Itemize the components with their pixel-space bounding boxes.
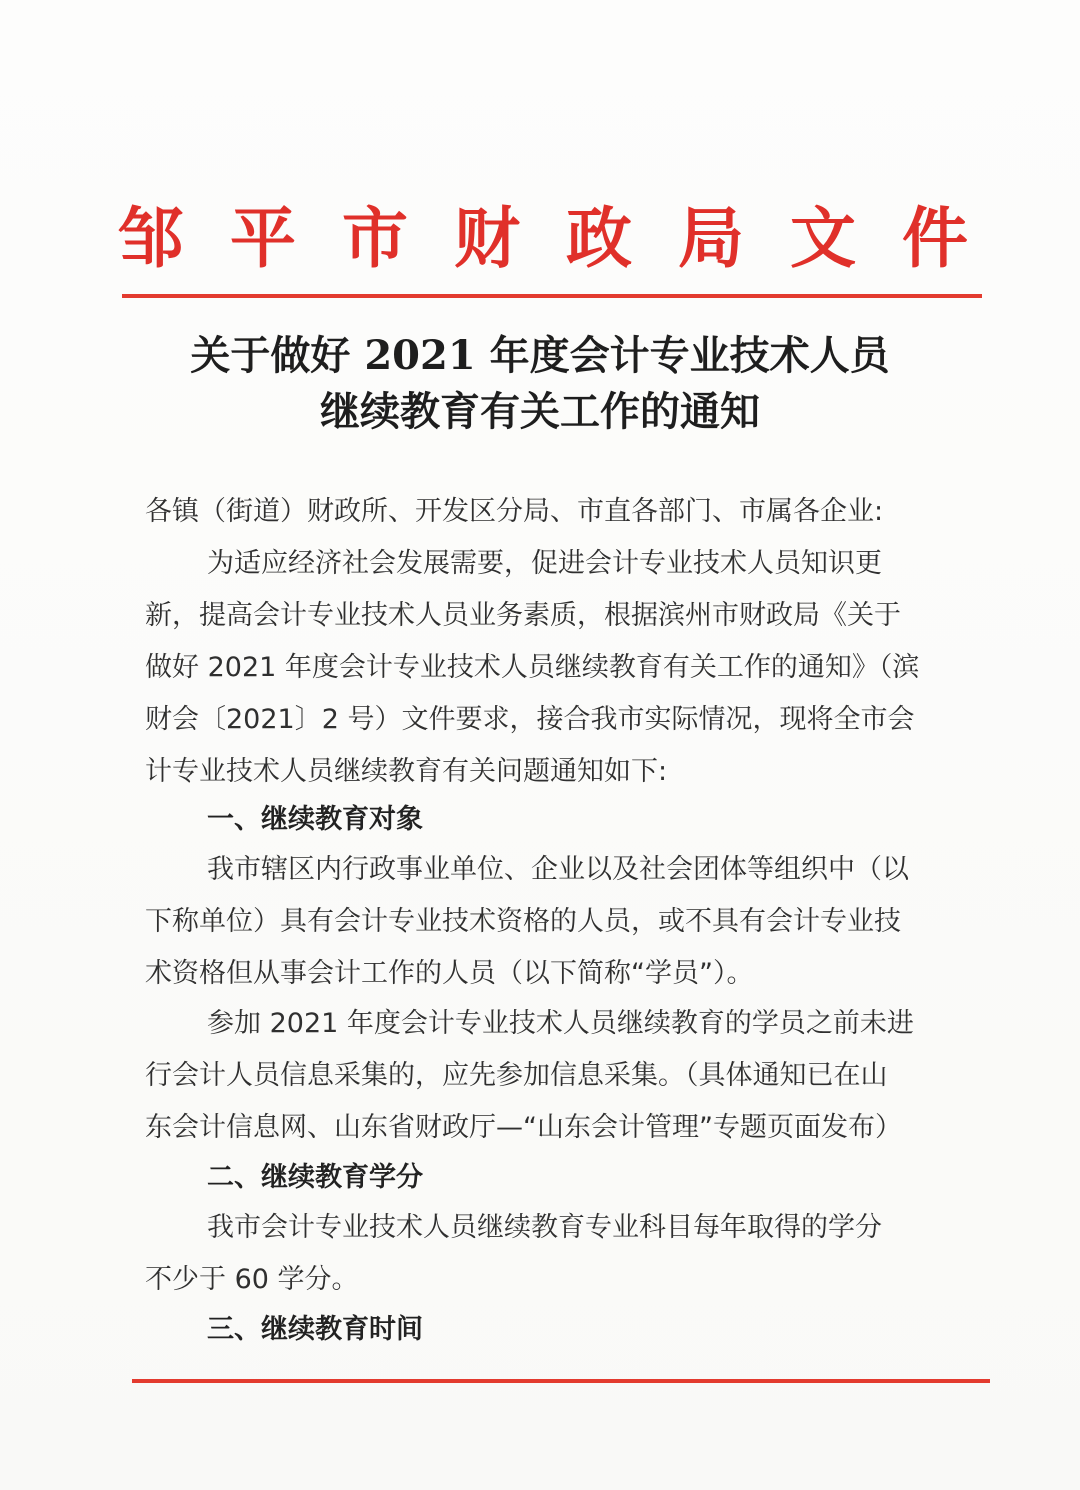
masthead-char: 局 [678,199,744,277]
document-title [0,328,1080,440]
masthead-divider [122,294,982,298]
paragraph-line: 计专业技术人员继续教育有关问题通知如下: [145,756,668,787]
masthead [118,199,968,277]
masthead-char: 文 [790,199,856,277]
paragraph-line: 财会〔2021〕2 号）文件要求，接合我市实际情况，现将全市会 [145,704,915,735]
paragraph-2 [145,844,957,1000]
paragraph-line: 行会计人员信息采集的，应先参加信息采集。（具体通知已在山 [145,1060,888,1091]
addressee-line [145,486,957,538]
paragraph-line: 我市辖区内行政事业单位、企业以及社会团体等组织中（以 [207,854,909,885]
paragraph-line: 术资格但从事会计工作的人员（以下简称“学员”）。 [145,958,754,989]
addressee-text: 各镇（街道）财政所、开发区分局、市直各部门、市属各企业: [145,496,884,527]
paragraph-line: 参加 2021 年度会计专业技术人员继续教育的学员之前未进 [207,1008,914,1039]
paragraph-4 [145,1202,957,1306]
masthead-char: 平 [230,199,296,277]
paragraph-1 [145,538,957,798]
section-heading-2 [145,1152,957,1204]
paragraph-3 [145,998,957,1154]
masthead-char: 件 [902,199,968,277]
footer-divider [132,1379,990,1383]
masthead-char: 邹 [118,199,184,277]
masthead-char: 市 [342,199,408,277]
paragraph-line: 做好 2021 年度会计专业技术人员继续教育有关工作的通知》（滨 [145,652,920,683]
section-heading-text: 二、继续教育学分 [207,1162,423,1193]
paragraph-line: 下称单位）具有会计专业技术资格的人员，或不具有会计专业技 [145,906,901,937]
section-heading-text: 一、继续教育对象 [207,804,423,835]
masthead-char: 政 [566,199,632,277]
paragraph-line: 东会计信息网、山东省财政厅—“山东会计管理”专题页面发布） [145,1112,902,1143]
section-heading-1 [145,794,957,846]
section-heading-3 [145,1304,957,1356]
paragraph-line: 新，提高会计专业技术人员业务素质，根据滨州市财政局《关于 [145,600,901,631]
paragraph-line: 不少于 60 学分。 [145,1264,359,1295]
paragraph-line: 为适应经济社会发展需要，促进会计专业技术人员知识更 [207,548,882,579]
title-line-1: 关于做好 2021 年度会计专业技术人员 [190,332,890,379]
masthead-char: 财 [454,199,520,277]
paragraph-line: 我市会计专业技术人员继续教育专业科目每年取得的学分 [207,1212,882,1243]
title-line-2: 继续教育有关工作的通知 [320,388,760,435]
section-heading-text: 三、继续教育时间 [207,1314,423,1345]
